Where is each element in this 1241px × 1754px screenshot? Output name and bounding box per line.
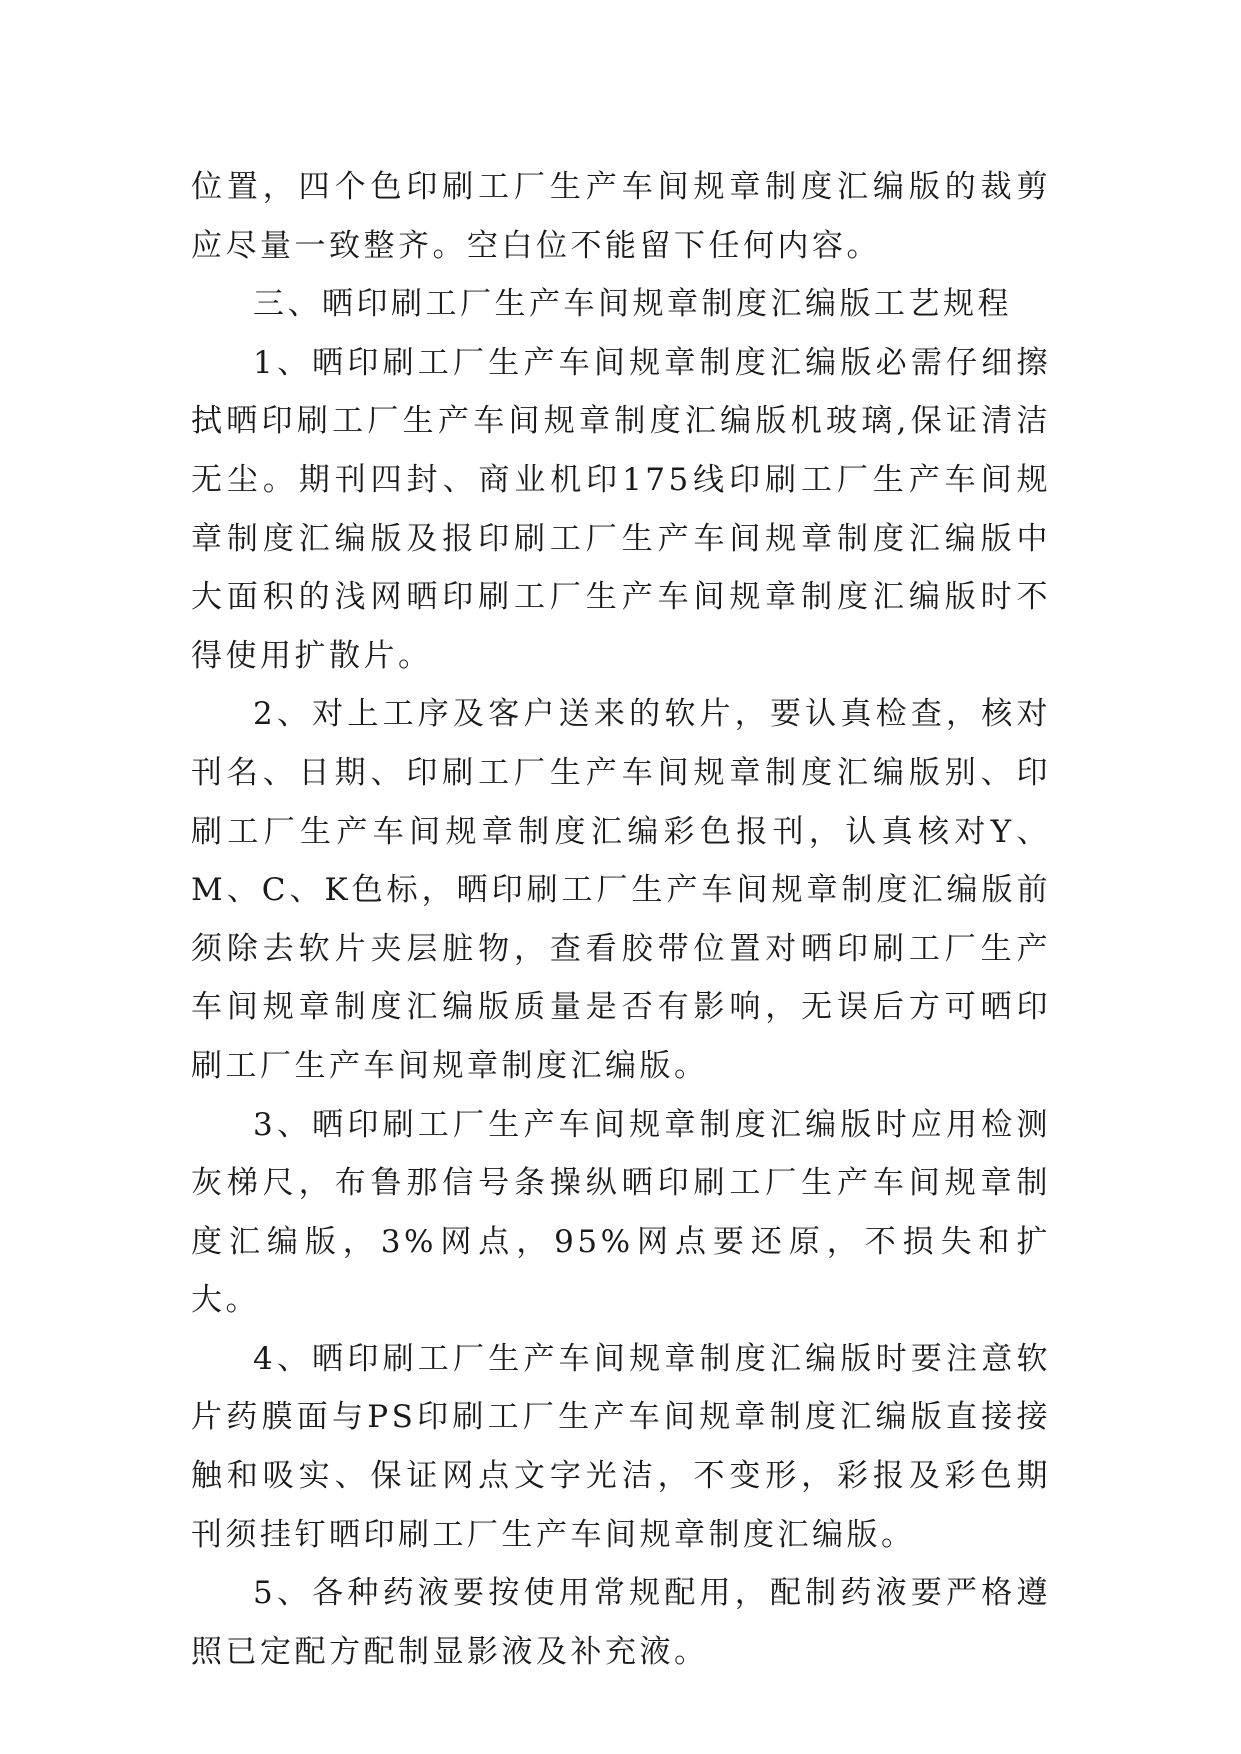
paragraph-item-1: 1、晒印刷工厂生产车间规章制度汇编版必需仔细擦拭晒印刷工厂生产车间规章制度汇编版机玻璃,保证清洁无尘。期刊四封、商业机印175线印刷工厂生产车间规章制度汇编版及报印刷工厂生产车间规章制度汇编版中大面积的浅网晒印刷工厂生产车间规章制度汇编版时不得使用扩散片。	[191, 344, 1051, 674]
section-heading: 三、晒印刷工厂生产车间规章制度汇编版工艺规程	[253, 286, 1012, 323]
paragraph-item-5: 5、各种药液要按使用常规配用，配制药液要严格遵照已定配方配制显影液及补充液。	[191, 1575, 1051, 1670]
document-body	[191, 158, 1051, 1681]
paragraph-item-3: 3、晒印刷工厂生产车间规章制度汇编版时应用检测灰梯尺，布鲁那信号条操纵晒印刷工厂生产车间规章制度汇编版，3%网点，95%网点要还原，不损失和扩大。	[191, 1106, 1051, 1319]
paragraph-continuation: 位置，四个色印刷工厂生产车间规章制度汇编版的裁剪应尽量一致整齐。空白位不能留下任何内容。	[191, 169, 1051, 264]
paragraph-item-2: 2、对上工序及客户送来的软片，要认真检查，核对刊名、日期、印刷工厂生产车间规章制度汇编版别、印刷工厂生产车间规章制度汇编彩色报刊，认真核对Y、M、C、K色标，晒印刷工厂生产车间规章制度汇编版前须除去软片夹层脏物，查看胶带位置对晒印刷工厂生产车间规章制度汇编版质量是否有影响，无误后方可晒印刷工厂生产车间规章制度汇编版。	[191, 696, 1051, 1084]
paragraph-item-4: 4、晒印刷工厂生产车间规章制度汇编版时要注意软片药膜面与PS印刷工厂生产车间规章制度汇编版直接接触和吸实、保证网点文字光洁，不变形，彩报及彩色期刊须挂钉晒印刷工厂生产车间规章制度汇编版。	[191, 1340, 1051, 1553]
